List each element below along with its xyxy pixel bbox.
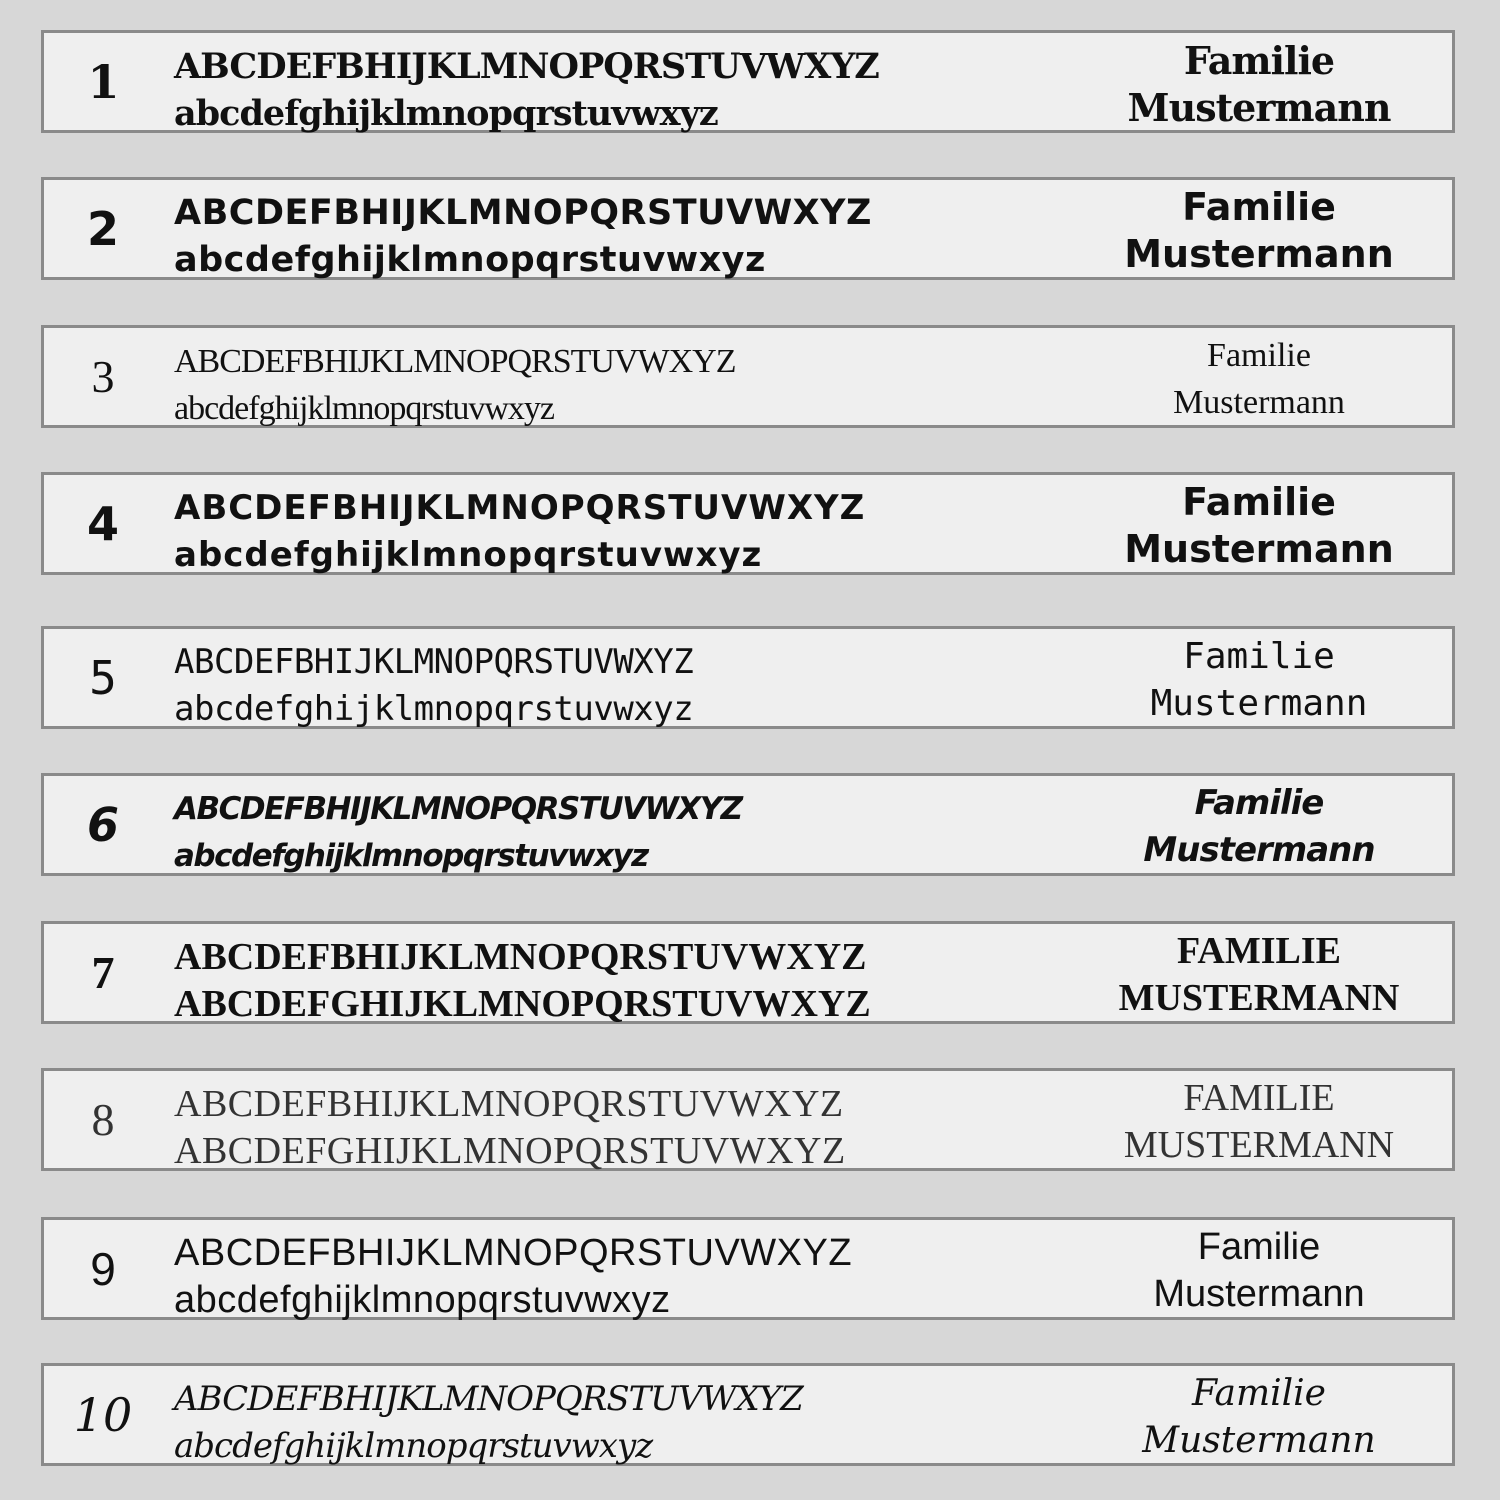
font-sample-9 <box>41 1217 1455 1320</box>
sample-number: 3 <box>91 350 115 402</box>
sample-name <box>1094 1370 1424 1464</box>
sample-number: 2 <box>86 201 119 256</box>
lowercase-alphabet: abcdefghijklmnopqrstuvwxyz <box>174 838 648 874</box>
name-line-1: FAMILIE <box>1177 930 1341 972</box>
sample-name <box>1094 1075 1424 1169</box>
lowercase-alphabet: abcdefghijklmnopqrstuvwxyz <box>174 390 555 427</box>
font-sample-2 <box>41 177 1455 280</box>
lowercase-alphabet: abcdefghijklmnopqrstuvwxyz <box>174 689 694 729</box>
sample-number: 9 <box>90 1242 116 1295</box>
sample-number: 10 <box>73 1387 133 1442</box>
sample-name <box>1094 479 1424 573</box>
name-line-2: Mustermann <box>1153 1273 1365 1315</box>
lowercase-alphabet: ABCDEFGHIJKLMNOPQRSTUVWXYZ <box>174 983 871 1025</box>
sample-number: 8 <box>91 1093 115 1145</box>
uppercase-alphabet: ABCDEFBHIJKLMNOPQRSTUVWXYZ <box>174 193 872 233</box>
lowercase-alphabet: abcdefghijklmnopqrstuvwxyz <box>174 93 718 134</box>
uppercase-alphabet: ABCDEFBHIJKLMNOPQRSTUVWXYZ <box>174 46 879 87</box>
name-line-1: Familie <box>1183 636 1335 677</box>
name-line-2: Mustermann <box>1150 683 1368 724</box>
name-line-1: Familie <box>1197 1226 1321 1268</box>
name-line-1: Familie <box>1182 480 1336 524</box>
sample-name <box>1094 1224 1424 1318</box>
alphabet-block <box>174 338 1094 432</box>
sample-name <box>1094 37 1424 131</box>
sample-number: 4 <box>86 496 119 551</box>
name-line-2: Mustermann <box>1124 527 1394 571</box>
sample-name <box>1094 332 1424 426</box>
alphabet-block <box>174 43 1094 137</box>
uppercase-alphabet: ABCDEFBHIJKLMNOPQRSTUVWXYZ <box>174 1379 803 1419</box>
lowercase-alphabet: abcdefghijklmnopqrstuvwxyz <box>174 535 763 575</box>
name-line-1: FAMILIE <box>1183 1077 1335 1119</box>
alphabet-block <box>174 1376 1094 1470</box>
font-sample-3 <box>41 325 1455 428</box>
name-line-2: MUSTERMANN <box>1118 977 1400 1019</box>
uppercase-alphabet: ABCDEFBHIJKLMNOPQRSTUVWXYZ <box>174 343 736 380</box>
sample-name <box>1094 780 1424 874</box>
name-line-1: Familie <box>1182 185 1336 229</box>
name-line-2: Mustermann <box>1173 384 1345 421</box>
alphabet-block <box>174 639 1094 733</box>
font-sample-8 <box>41 1068 1455 1171</box>
lowercase-alphabet: abcdefghijklmnopqrstuvwxyz <box>174 1279 671 1321</box>
font-sample-1 <box>41 30 1455 133</box>
alphabet-block <box>174 786 1094 880</box>
alphabet-block <box>174 485 1094 579</box>
font-sample-6 <box>41 773 1455 876</box>
name-line-2: Mustermann <box>1143 830 1375 870</box>
sample-number: 7 <box>91 946 115 998</box>
name-line-2: MUSTERMANN <box>1123 1124 1395 1166</box>
uppercase-alphabet: ABCDEFBHIJKLMNOPQRSTUVWXYZ <box>174 791 742 827</box>
uppercase-alphabet: ABCDEFBHIJKLMNOPQRSTUVWXYZ <box>174 642 694 682</box>
sample-name <box>1094 928 1424 1022</box>
sample-name <box>1094 633 1424 727</box>
sample-number: 5 <box>89 650 117 705</box>
uppercase-alphabet: ABCDEFBHIJKLMNOPQRSTUVWXYZ <box>174 1083 844 1125</box>
sample-number: 6 <box>86 797 119 852</box>
name-line-2: Mustermann <box>1124 232 1394 276</box>
uppercase-alphabet: ABCDEFBHIJKLMNOPQRSTUVWXYZ <box>174 1232 853 1274</box>
font-sample-10 <box>41 1363 1455 1466</box>
name-line-2: Mustermann <box>1127 85 1391 130</box>
font-sample-5 <box>41 626 1455 729</box>
alphabet-block <box>174 190 1094 284</box>
uppercase-alphabet: ABCDEFBHIJKLMNOPQRSTUVWXYZ <box>174 488 866 528</box>
name-line-1: Familie <box>1183 38 1335 83</box>
font-sample-4 <box>41 472 1455 575</box>
name-line-2: Mustermann <box>1142 1420 1376 1461</box>
lowercase-alphabet: abcdefghijklmnopqrstuvwxyz <box>174 1426 653 1466</box>
uppercase-alphabet: ABCDEFBHIJKLMNOPQRSTUVWXYZ <box>174 936 867 978</box>
sample-number: 1 <box>87 54 119 109</box>
name-line-1: Familie <box>1194 783 1324 823</box>
font-sample-7 <box>41 921 1455 1024</box>
name-line-1: Familie <box>1192 1373 1326 1414</box>
sample-name <box>1094 184 1424 278</box>
alphabet-block <box>174 934 1094 1028</box>
alphabet-block <box>174 1230 1094 1324</box>
lowercase-alphabet: abcdefghijklmnopqrstuvwxyz <box>174 240 766 280</box>
name-line-1: Familie <box>1207 337 1311 374</box>
lowercase-alphabet: ABCDEFGHIJKLMNOPQRSTUVWXYZ <box>174 1130 846 1172</box>
alphabet-block <box>174 1081 1094 1175</box>
